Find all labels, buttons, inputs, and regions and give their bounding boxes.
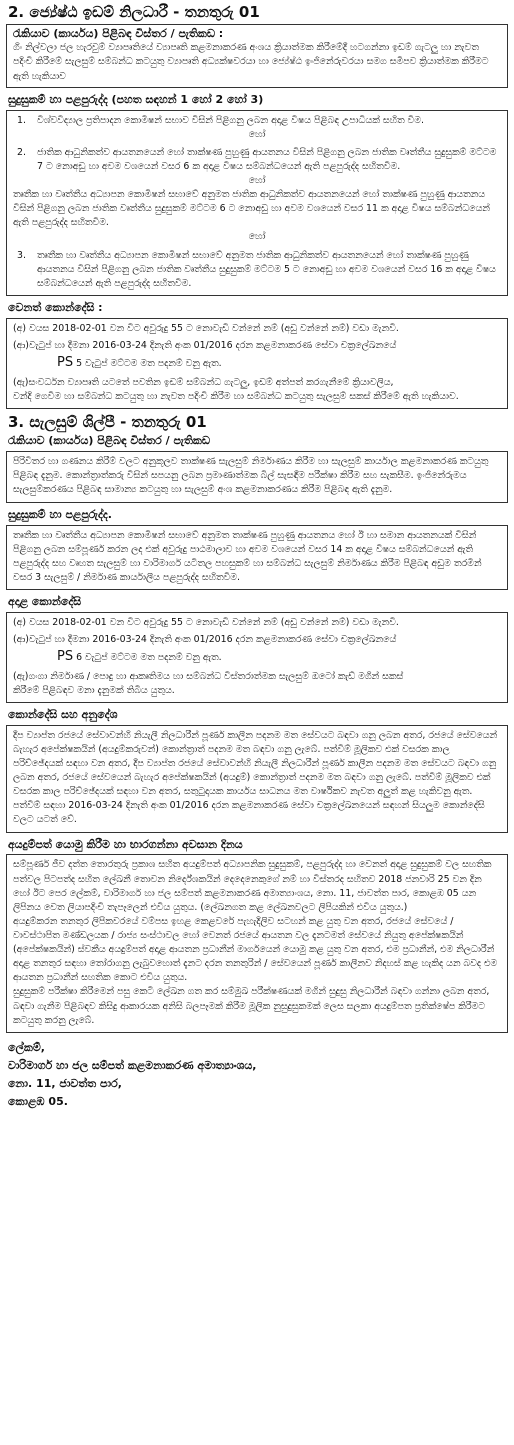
condition-label: (ආ): [13, 633, 29, 645]
qualification-heading: සුදුසුකම් හා පළපුරුද්ද.: [8, 507, 112, 521]
condition-label: (අ): [13, 616, 27, 628]
signature-line: වාරිමාර්ග හා ජල සම්පත් කළමනාකරණ අමාත්‍යාංශය,: [8, 1058, 257, 1072]
conditions-heading: අදාළ කොන්දේසි: [8, 594, 82, 608]
item-number: 1.: [17, 114, 26, 126]
conditions-box-land-officer: [6, 318, 508, 409]
duty-heading: රැකියාව (කාර්යය) පිළිබඳ විස්තර / පැතිකඩ :: [13, 26, 224, 40]
condition-c: [13, 376, 501, 404]
condition-label: (ආ): [13, 339, 29, 351]
item-text: විශ්වවිද්‍යාල ප්‍රතිපාදන කොමිෂන් සභාව විසින් පිළිගනු ලබන අදාළ විෂය පිළිබඳ උපාධියක් සහිත වීම.: [37, 114, 424, 126]
duty-box-land-officer: [6, 24, 508, 88]
condition-label: (ඇ): [13, 670, 29, 682]
condition-text: වැටුප් හා දීමනා 2016-03-24 දිනැති අංක 01/2016 දරන කළමනාකරණ සේවා චක්‍රලේඛනයේ: [28, 633, 397, 645]
or-separator: හෝ: [248, 175, 266, 187]
condition-text: සංවර්ධන ව්‍යාපෘති යටතේ පවතින ඉඩම් සම්බන්ධ ගැටලු, ඉඩම් අත්පත් කරගැනීමේ ක්‍රියාවලිය,: [28, 376, 394, 388]
qualification-item-2: [13, 146, 501, 174]
item-number: 2.: [17, 146, 26, 158]
condition-text: 5 වැටුප් මට්ටම මත පදනම් වනු ඇත.: [76, 358, 222, 370]
pay-scale-code: PS: [57, 355, 74, 371]
condition-text: වන්දි ගෙවීම හා සම්බන්ධ කටයුතු හා නැවත පදිංචි කිරීම හා සම්බන්ධ කටයුතු සැලසුම් සකස් කිරීමේ ඇති හැකියාව.: [13, 390, 459, 402]
signature-line: ලේකම්,: [8, 1040, 45, 1054]
condition-a: [13, 616, 501, 630]
signature-line: කොළඹ 05.: [8, 1095, 68, 1109]
condition-label: (ඇ): [13, 376, 29, 388]
condition-text: වයස 2018-02-01 වන විට අවුරුදු 55 ට නොවැඩි වන්නේ නම් (අඩු වන්නේ නම්) වඩා මැනවි.: [29, 616, 399, 628]
application-paragraph-2: අයදුම්කරන තනතුර ලිපිකවරයේ වම්පස ඉහළ කෙළවරේ පැහැදිලිව සටහන් කළ යුතු වන අතර, රජයේ සේවයේ / වාවස්ථාපිත මණ්ඩලයක / රාජ්‍ය සංස්ථාවල හෝ වෙනත් රජයේ ආයතන වල දැනටමත් සේවයේ නියුතු අපේක්ෂකයින් (අපේක්ෂකයින්) ස්වකීය අයදුම්පත් අදාළ ආයතන ප්‍රධානීන් මාර්ගයෙන් යොමු කළ යුතු වන අතර, එම ප්‍රධානීන්, එම නිලධාරීන් අදාළ තනතුර සඳහා තෝරාගනු ලැබුවහොත් දැනට දරන තනතුරින් / සේවයෙන් පූර්ණ කාලීනව නිදහස් කළ හැකිද යන බවද එම ආයතන ප්‍රධානීන් සහතික කොට එවිය යුතුය.: [13, 915, 498, 984]
section-title-land-officer: 2. ජ්‍යේෂ්ඨ ඉඩම් නිලධාරී - තනතුරු 01: [8, 3, 260, 21]
qualification-heading: සුදුසුකම් හා පළපුරුද්ද (පහත සඳහන් 1 හෝ 2 හෝ 3): [8, 92, 264, 106]
qualification-box-draughtsman: [6, 525, 508, 590]
duty-heading: රැකියාව (කාර්යය) පිළිබඳ විස්තර / පැතිකඩ: [8, 434, 210, 448]
condition-b: [13, 339, 501, 373]
condition-b: [13, 633, 501, 667]
condition-a: [13, 322, 501, 336]
application-paragraph-1: සම්පූර්ණ ජීව දත්ත තොරතුරු ප්‍රකාශ සහිත අයදුම්පත් අධ්‍යාපනික සුදුසුකම්, පළපුරුද්ද හා වෙනත් අදාළ සුදුසුකම් වල සහතික පත්වල පිටපත්ද සහිත ලේඛනී තොවන නිර්දේශකයින් දෙදෙනෙකුගේ නම් හා විස්තරද සහිතව 2018 ජනවාරි 25 වන දින හෝ ඊට පෙර ලේකම්, වාරිමාර්ග හා ජල සම්පත් කළමනාකරණ අමාත්‍යාංශය, නො. 11, ජාවත්ත පාර, කොළඹ 05 යන ලිපිනය වෙත ලියාපදිංචි තැපෑලෙන් එවිය යුතුය. (ලේඛනගත කළ ලේඛනවලට ලිපියකින් එවිය යුතුය.): [13, 859, 492, 913]
application-paragraph-3: සුදුසුකම් පරීක්ෂා කිරීමෙන් පසු කෙටි ලේඛන ගත කර සම්මුඛ පරීක්ෂණයක් මගින් සුදුසු නිලධාරීන් බඳවා ගන්නා ලබන අතර, බඳවා ගැනීම පිළිබඳව කිසිදු ආකාරයක අනිසි බලපෑමක් කිරීම මූලික නුසුදුසුකමක් ලෙස සලකා අයදුම්පත ප්‍රතික්ෂේප කිරීමට කටයුතු කරනු ලැබේ.: [13, 986, 490, 1026]
instructions-heading: කොන්දේසි සහ අනුදේශ: [8, 707, 118, 721]
section-title-draughtsman: 3. සැලසුම් ශිල්පී - තනතුරු 01: [8, 412, 207, 431]
condition-text: වැටුප් හා දීමනා 2016-03-24 දිනැති අංක 01/2016 දරන කළමනාකරණ සේවා චක්‍රලේඛනයේ: [28, 339, 397, 351]
condition-text: වයස 2018-02-01 වන විට අවුරුදු 55 ට නොවැඩි වන්නේ නම් (අඩු වන්නේ නම්) වඩා මැනවි.: [29, 322, 399, 334]
instructions-box: [6, 725, 508, 833]
duty-box-draughtsman: [6, 451, 508, 502]
item-number: 3.: [17, 249, 26, 261]
qualification-box-land-officer: [6, 110, 508, 296]
qualification-item-3: [13, 249, 501, 291]
item-text: තෘතීක හා වෘත්තීය අධ්‍යාපන කොමිෂන් සභාවේ අනුමත ජාතික ආධුනිකත්ව ආයතනයෙන් හෝ තාක්ෂණ පුහුණු ආයතනය විසින් පිළිගනු ලබන ජාතික වෘත්තීය සුදුසුකම් මට්ටම 5 ට නොඅඩු හා අවම වශයෙන් වසර 16 ක අදාළ විෂය සම්බන්ධයෙන් ඇති පළපුරුද්ද සහිතවීම.: [37, 249, 496, 289]
signature-line: නො. 11, ජාවත්ත පාර,: [8, 1077, 122, 1091]
pay-scale-code: PS: [57, 649, 74, 665]
condition-label: (අ): [13, 322, 27, 334]
condition-text: 6 වැටුප් මට්ටම මත පදනම් වනු ඇත.: [76, 652, 222, 664]
condition-c: [13, 670, 501, 698]
or-separator: හෝ: [248, 128, 266, 140]
conditions-heading: වෙනත් කොන්දේසි :: [8, 300, 103, 314]
condition-text: ගංගා නිර්මාණ / පොදු හා ආකෘතිමය හා සම්බන්ධ විස්තරාත්මක සැලසුම් ඔටෝ කැඩ් මගින් සකස්: [28, 670, 404, 682]
duty-text: පිරිවිතර හා ගණනය කිරීම් වලට අනුකූලව තාක්ෂණ සැලසුම් නිර්මාණය කිරීම හා සැලසුම් කාර්යාල කළමනාකරණ කටයුතු පිළිබඳ දැනුම. කොන්ත්‍රාත්කරු විසින් සපයනු ලබන ප්‍රමාණාත්මක බිල් සැසඳීම පරීක්ෂා කිරීම සහ සැකසීම. ඉංජිනේරුමය සැලසුම්කරණය පිළිබඳ සාමාන්‍ය කටයුතු හා සැලසුම් අංශ කළමනාකරණය කිරීම පිළිබඳ ඇති දැනුම.: [13, 456, 489, 496]
item-text: ජාතික ආධුනිකත්ව ආයතනයෙන් හෝ තාක්ෂණ පුහුණු ආයතනය විසින් පිළිගනු ලබන ජාතික වෘත්තීය සුදුසුකම් මට්ටම 7 ට නොඅඩු හා අවම වශයෙන් වසර 6 ක අදාළ විෂය සම්බන්ධයෙන් ඇති පළපුරුද්ද සහිතවීම.: [37, 146, 497, 172]
conditions-box-draughtsman: [6, 612, 508, 703]
qualification-text: තෘතීක හා වෘත්තීය අධ්‍යාපන කොමිෂන් සභාවේ අනුමත තාක්ෂණ පුහුණු ආයතනය හෝ ඊ හා සමාන ආයතනයක් විසින් පිළිගනු ලබන සම්පූර්ණ කරන ලද එක් අවුරුදු පාඨමාලාව හා අවම වශයෙන් වසර 14 ක අදාළ විෂය සම්බන්ධයෙන් ඇති පළපුරුද්ද සහ වෘහත සැලසුම් හා වාරිමාර්ග යටිතල පහසුකම් හා සම්බන්ධ සැලසුම් නිර්මාණය කිරීම පිළිබඳ අඩුම තරමින් වසර 3 සැලසුම් / නිර්මාණ කාර්යාලීය පළපුරුද්ද සහිතවීම.: [13, 529, 482, 583]
instructions-text: දීප ව්‍යාප්ත රජයේ සේවාවන්හි නියැලී නිලධාරීන් පූර්ණ කාලීන පදනම මත සේවයට බඳවා ගනු ලබන අතර, රජයේ සේවයෙන් බැහැර අපේක්ෂකයින් (අයදුම්කරුවන්) කොන්ත්‍රාත් පදනම මත බඳවා ගනු ලැබේ. පත්වීම් මූලිකව එක් වසරක කාල පරිච්ඡේදයක් සඳහා වන අතර, දීප ව්‍යාප්ත රජයේ සේවාවන්හි නියැලී නිලධාරීන් පූර්ණ කාලීන පදනම මත සේවයට බඳවා ගනු ලබන අතර, රජයේ සේවයෙන් බැහැර අපේක්ෂකයින් (අයදුම්) කොන්ත්‍රාත් පදනම මත බඳවා ගනු ලැබේ. පත්වීම් මූලිකව එක් වසරක කාල පරිච්ඡේදයක් සඳහා වන අතර, සතුටුදායක කාර්යය සාධනය මත වාර්ෂිකව නැවත අලුත් කළ හැකිවනු ඇත. පත්වීම් සඳහා 2016-03-24 දිනැති අංක 01/2016 දරන කළමනාකරණ සේවා චක්‍රලේඛනයෙන් සඳහන් සියලුම කොන්දේසි වලට යටත් වේ.: [13, 729, 498, 826]
condition-text: කිරීමේ පිළිබඳව මනා දැනුමක් තිබිය යුතුය.: [13, 684, 175, 696]
qualification-item-1: [13, 114, 501, 128]
or-separator: හෝ: [248, 231, 266, 243]
signature-block: [8, 1039, 508, 1112]
application-heading: අයදුම්පත් යොමු කිරීම හා භාරගන්නා අවසාන දිනය: [8, 837, 243, 851]
qualification-item-2b: තෘතීක හා වෘත්තීය අධ්‍යාපන කොමිෂන් සභාවේ අනුමත ජාතික ආධුනිකත්ව ආයතනයෙන් හෝ තාක්ෂණ පුහුණු ආයතනය විසින් පිළිගනු ලබන ජාතික වෘත්තීය සුදුසුකම් මට්ටම 6 ට නොඅඩු හා අවම වශයෙන් වසර 11 ක අදාළ විෂය සම්බන්ධයෙන් ඇති පළපුරුද්ද සහිතවීම.: [13, 189, 490, 229]
application-box: [6, 854, 508, 1032]
duty-text: ගිං නිල්වලා ජල හැරවුම් ව්‍යාපෘතියේ ව්‍යාපෘති කළමනාකරණ අංශය ක්‍රියාත්මක කිරීමේදී හටගන්නා ඉඩම් ගැටලු හා නැවත පදිංචි කිරීමේ සැලසුම් සම්බන්ධ කටයුතු ව්‍යාපෘති අධ්‍යක්ෂවරයා හා ජ්‍යේෂ්ඨ ඉංජිනේරුවරයා සමග සමීපව ක්‍රියාත්මක කිරීමට ඇති හැකියාව: [13, 42, 489, 82]
